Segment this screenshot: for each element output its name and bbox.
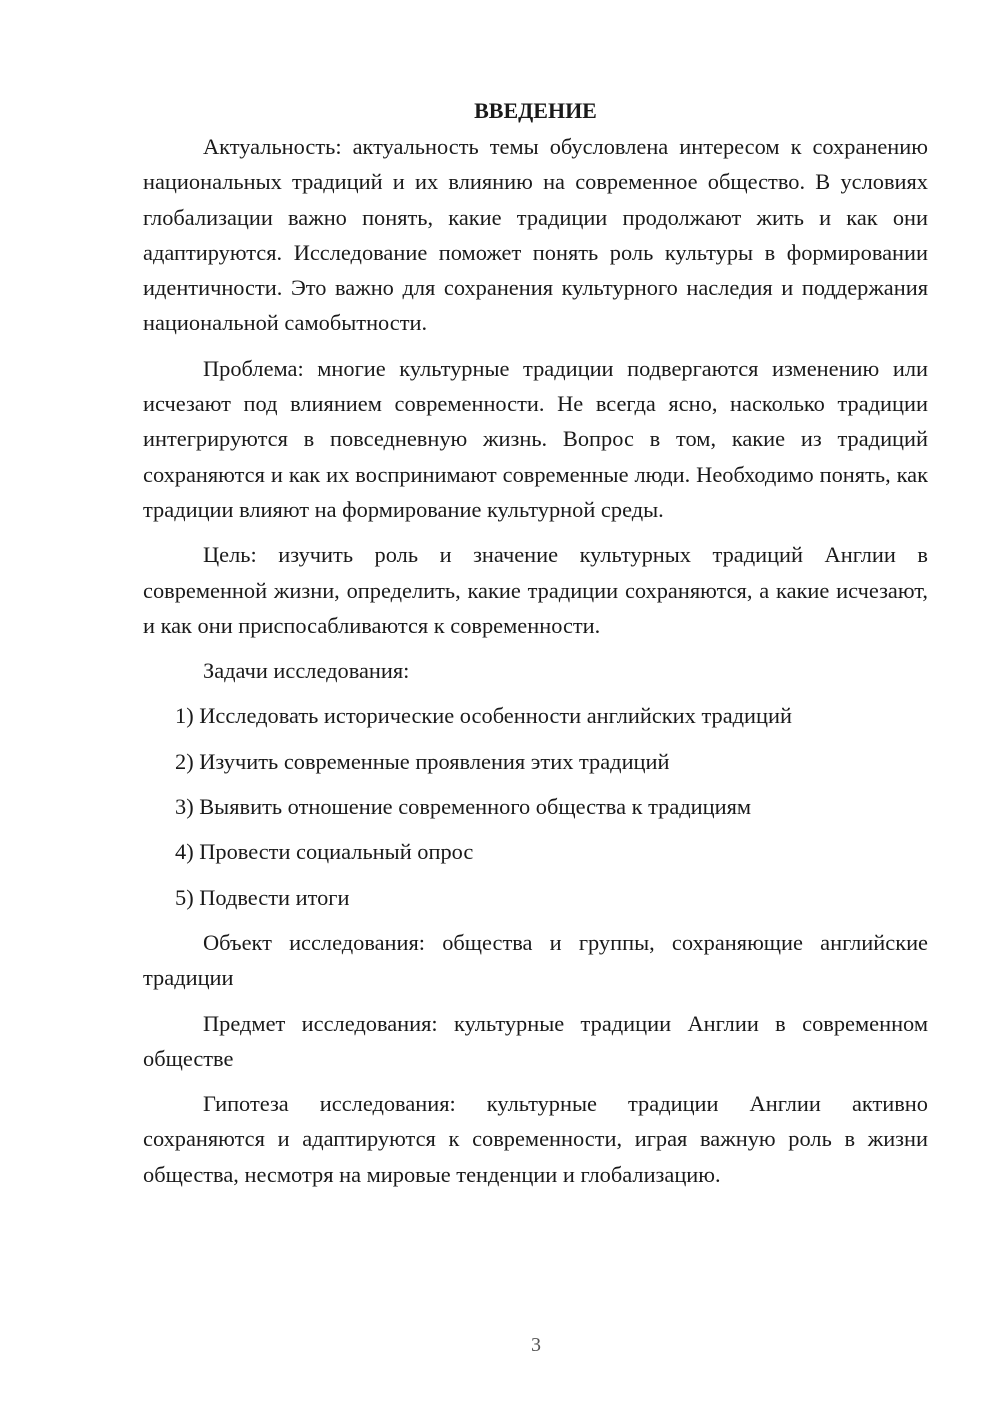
list-item: 1) Исследовать исторические особенности английских традиций bbox=[175, 703, 792, 729]
relevance-paragraph: Актуальность: актуальность темы обусловлена интересом к сохранению национальных традиций и их влиянию на современное общество. В условиях глобализации важно понять, какие традиции продолжают жить и как они адаптируются. Исследование поможет понять роль культуры в формировании идентичности. Это важно для сохранения культурного наследия и поддержания национальной самобытности. bbox=[143, 134, 928, 336]
tasks-list bbox=[143, 698, 928, 914]
tasks-title: Задачи исследования: bbox=[203, 658, 410, 684]
goal-paragraph: Цель: изучить роль и значение культурных традиций Англии в современной жизни, определить, какие традиции сохраняются, а какие исчезают, и как они приспосабливаются к современности. bbox=[143, 542, 928, 638]
list-item: 3) Выявить отношение современного общества к традициям bbox=[175, 794, 752, 820]
document-page bbox=[143, 96, 928, 1202]
object-paragraph: Объект исследования: общества и группы, сохраняющие английские традиции bbox=[143, 929, 928, 991]
section-heading: ВВЕДЕНИЕ bbox=[474, 98, 597, 123]
list-item: 2) Изучить современные проявления этих традиций bbox=[175, 748, 670, 774]
problem-paragraph: Проблема: многие культурные традиции подвергаются изменению или исчезают под влиянием современности. Не всегда ясно, насколько традиции интегрируются в повседневную жизнь. Вопрос в том, какие из традиций сохраняются и как их воспринимают современные люди. Необходимо понять, как традиции влияют на формирование культурной среды. bbox=[143, 355, 928, 522]
page-number: 3 bbox=[531, 1334, 541, 1356]
list-item: 5) Подвести итоги bbox=[175, 884, 350, 910]
subject-paragraph: Предмет исследования: культурные традиции Англии в современном обществе bbox=[143, 1010, 928, 1071]
list-item: 4) Провести социальный опрос bbox=[175, 839, 474, 865]
hypothesis-paragraph: Гипотеза исследования: культурные традиции Англии активно сохраняются и адаптируются к современности, играя важную роль в жизни общества, несмотря на мировые тенденции и глобализацию. bbox=[143, 1091, 928, 1187]
